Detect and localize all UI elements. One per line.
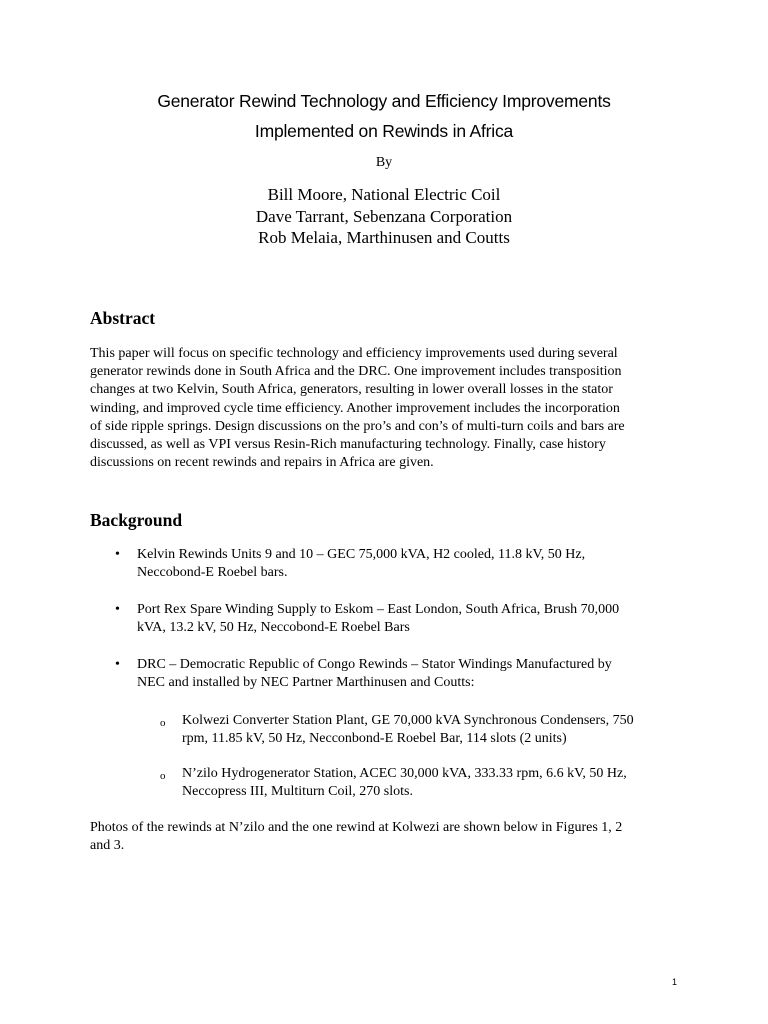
- author-2: Dave Tarrant, Sebenzana Corporation: [255, 206, 513, 226]
- bullet-marker: •: [115, 657, 120, 672]
- background-heading: Background: [90, 510, 183, 530]
- abstract-line: of side ripple springs. Design discussions on the pro’s and con’s of multi-turn coils and bars are: [90, 418, 625, 434]
- sub-bullet-marker: o: [160, 717, 166, 729]
- closing-line: Photos of the rewinds at N’zilo and the one rewind at Kolwezi are shown below in Figures 1, 2: [90, 820, 623, 835]
- closing-line: and 3.: [90, 838, 125, 854]
- abstract-line: discussions on recent rewinds and repairs in Africa are given.: [90, 455, 434, 471]
- bullet-text-line: Port Rex Spare Winding Supply to Eskom – East London, South Africa, Brush 70,000: [137, 602, 620, 617]
- author-1: Bill Moore, National Electric Coil: [267, 185, 501, 204]
- sub-bullet-item-nzilo: [160, 765, 627, 801]
- bullet-text-line: NEC and installed by NEC Partner Marthinusen and Coutts:: [137, 675, 475, 691]
- sub-bullet-item-kolwezi: [160, 712, 634, 748]
- sub-bullet-marker: o: [160, 770, 166, 782]
- abstract-line: generator rewinds done in South Africa and the DRC. One improvement includes transposition: [90, 364, 622, 380]
- author-3: Rob Melaia, Marthinusen and Coutts: [258, 228, 510, 247]
- abstract-heading: Abstract: [90, 308, 156, 328]
- bullet-text-line: Neccobond-E Roebel bars.: [137, 565, 288, 581]
- abstract-paragraph: [90, 345, 650, 472]
- document-title-line-2: Implemented on Rewinds in Africa: [254, 121, 514, 141]
- abstract-line: discussed, as well as VPI versus Resin-Rich manufacturing technology. Finally, case history: [90, 437, 606, 453]
- bullet-item-drc: [115, 656, 612, 692]
- bullet-marker: •: [115, 547, 120, 562]
- abstract-line: winding, and improved cycle time efficiency. Another improvement includes the incorporation: [90, 400, 620, 416]
- sub-bullet-text-line: Neccopress III, Multiturn Coil, 270 slots.: [182, 784, 413, 800]
- bullet-text-line: Kelvin Rewinds Units 9 and 10 – GEC 75,000 kVA, H2 cooled, 11.8 kV, 50 Hz,: [137, 547, 586, 562]
- page-number: 1: [672, 977, 678, 987]
- sub-bullet-text-line: Kolwezi Converter Station Plant, GE 70,000 kVA Synchronous Condensers, 750: [182, 713, 634, 728]
- by-line: By: [375, 155, 393, 170]
- bullet-item-kelvin: [115, 546, 585, 582]
- abstract-line: changes at two Kelvin, South Africa, generators, resulting in lower overall losses in the stator: [90, 382, 613, 398]
- bullet-text-line: kVA, 13.2 kV, 50 Hz, Neccobond-E Roebel Bars: [137, 620, 410, 636]
- bullet-text-line: DRC – Democratic Republic of Congo Rewinds – Stator Windings Manufactured by: [137, 657, 612, 672]
- bullet-item-port-rex: [115, 601, 619, 637]
- author-list: [0, 184, 768, 249]
- sub-bullet-text-line: N’zilo Hydrogenerator Station, ACEC 30,000 kVA, 333.33 rpm, 6.6 kV, 50 Hz,: [182, 766, 627, 781]
- bullet-marker: •: [115, 602, 120, 617]
- abstract-line: This paper will focus on specific technology and efficiency improvements used during several: [90, 346, 618, 361]
- document-title-line-1: Generator Rewind Technology and Efficiency Improvements: [157, 91, 611, 111]
- sub-bullet-text-line: rpm, 11.85 kV, 50 Hz, Necconbond-E Roebel Bar, 114 slots (2 units): [182, 731, 567, 747]
- closing-paragraph: [90, 819, 650, 855]
